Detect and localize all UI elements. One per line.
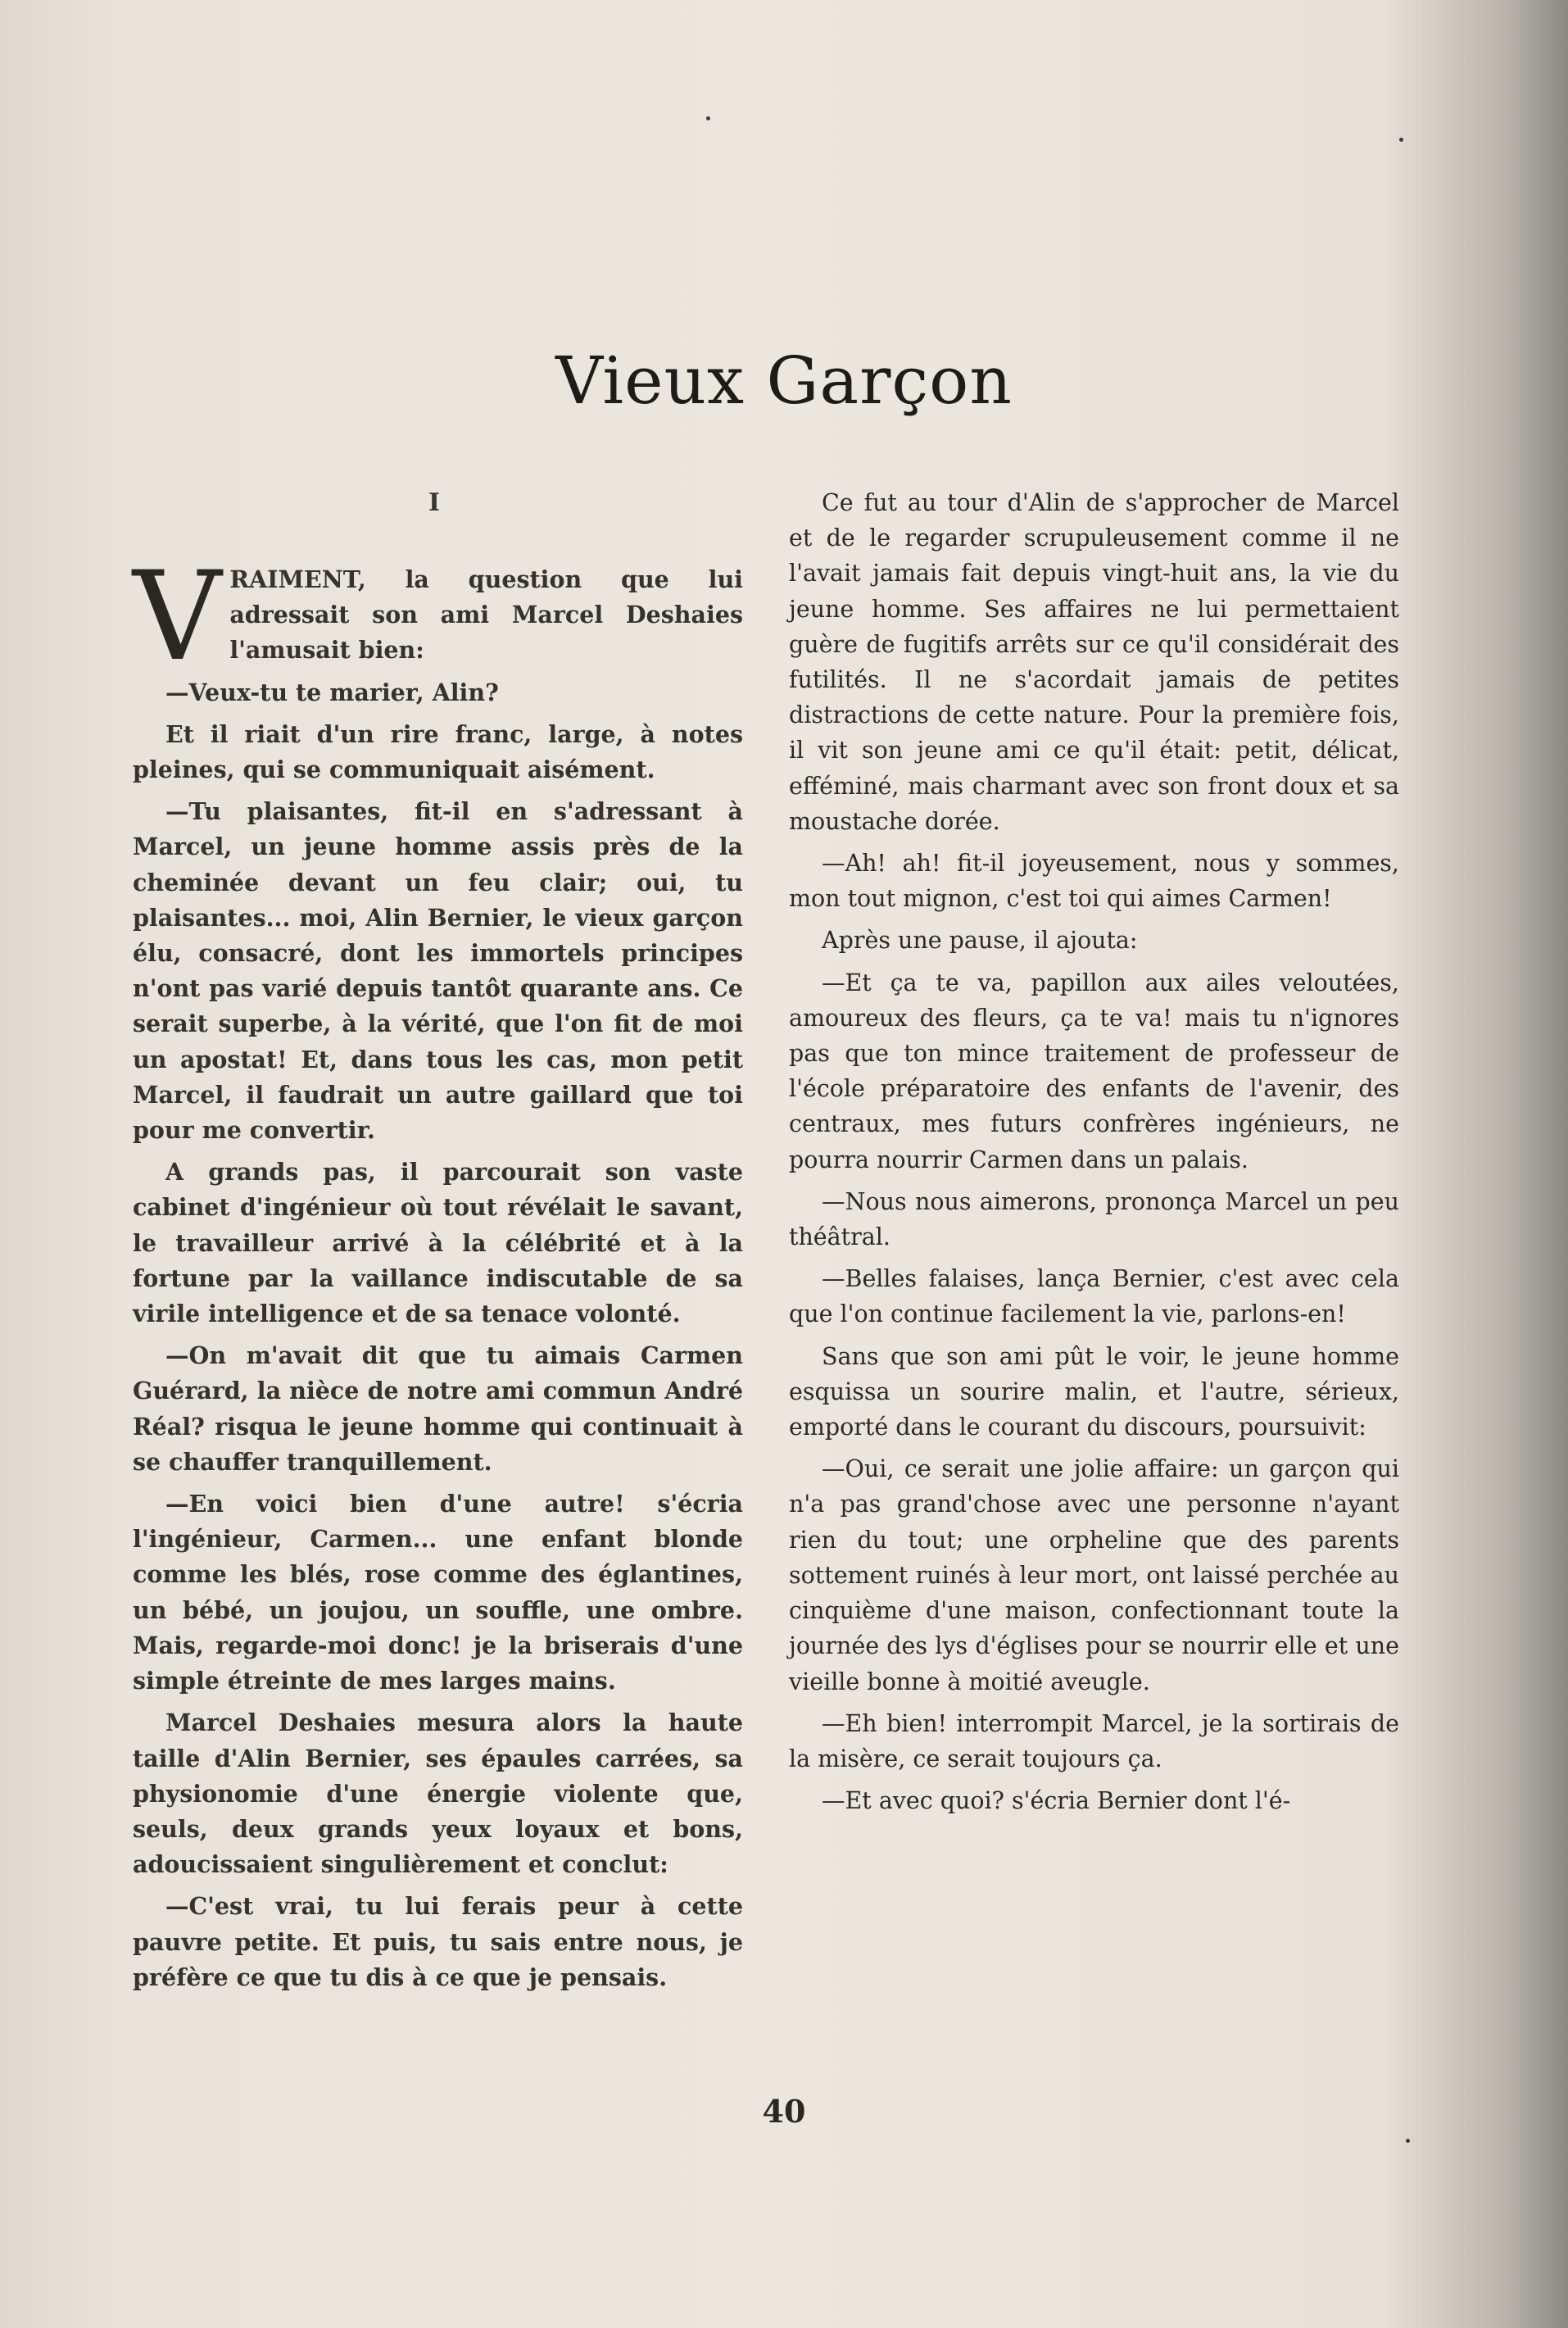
paragraph: —Veux-tu te marier, Alin? <box>165 678 499 706</box>
paragraph: —Eh bien! interrompit Marcel, je la sortirais de la misère, ce serait toujours ça. <box>789 1709 1399 1772</box>
paragraph: Et il riait d'un rire franc, large, à notes pleines, qui se communiquait aisément. <box>133 719 743 784</box>
right-column <box>789 485 1399 1825</box>
drop-cap: V <box>133 546 222 688</box>
paragraph: —Oui, ce serait une jolie affaire: un garçon qui n'a pas grand'chose avec une personne n'ayant rien du tout; une orpheline que des parents sottement ruinés à leur mort, ont laissé perchée au cinquième d'une maison, confectionnant toute la journée des lys d'églises pour se nourrir elle et une vieille bonne à moitié aveugle. <box>789 1455 1399 1695</box>
ink-speck <box>1406 2139 1410 2143</box>
paragraph: —En voici bien d'une autre! s'écria l'ingénieur, Carmen... une enfant blonde comme les blés, rose comme des églantines, un bébé, un joujou, un souffle, une ombre. Mais, regarde-moi donc! je la briserais d'une simple étreinte de mes larges mains. <box>133 1490 743 1695</box>
page-number: 40 <box>762 2093 806 2130</box>
article-title: Vieux Garçon <box>555 343 1013 419</box>
paragraph: —Ah! ah! fit-il joyeusement, nous y sommes, mon tout mignon, c'est toi qui aimes Carmen! <box>789 850 1399 913</box>
paragraph: Ce fut au tour d'Alin de s'approcher de Marcel et de le regarder scrupuleusement comme il ne l'avait jamais fait depuis vingt-huit ans, la vie du jeune homme. Ses affaires ne lui permettaient guère de fugitifs arrêts sur ce qu'il considérait des futilités. Il ne s'acordait jamais de petites distractions de cette nature. Pour la première fois, il vit son jeune ami ce qu'il était: petit, délicat, efféminé, mais charmant avec son front doux et sa moustache dorée. <box>789 489 1399 835</box>
paragraph: Après une pause, il ajouta: <box>822 927 1138 955</box>
paragraph-text: RAIMENT, la question que lui adressait son ami Marcel Deshaies l'amusait bien: <box>229 565 743 665</box>
paragraph: —Belles falaises, lança Bernier, c'est avec cela que l'on continue facilement la vie, parlons-en! <box>789 1265 1399 1328</box>
paragraph: A grands pas, il parcourait son vaste cabinet d'ingénieur où tout révélait le savant, le travailleur arrivé à la célébrité et à la fortune par la vaillance indiscutable de sa virile intelligence et de sa tenace volonté. <box>133 1158 743 1328</box>
left-column <box>133 546 743 2002</box>
paragraph: Marcel Deshaies mesura alors la haute taille d'Alin Bernier, ses épaules carrées, sa physionomie d'une énergie violente que, seuls, deux grands yeux loyaux et bons, adoucissaient singulièrement et conclut: <box>133 1709 743 1879</box>
paragraph: —Et avec quoi? s'écria Bernier dont l'é- <box>822 1787 1291 1815</box>
paragraph: —Tu plaisantes, fit-il en s'adressant à Marcel, un jeune homme assis près de la cheminée devant un feu clair; oui, tu plaisantes... moi, Alin Bernier, le vieux garçon élu, consacré, dont les immortels principes n'ont pas varié depuis tantôt quarante ans. Ce serait superbe, à la vérité, que l'on fit de moi un apostat! Et, dans tous les cas, mon petit Marcel, il faudrait un autre gaillard que toi pour me convertir. <box>133 797 743 1145</box>
paragraph: —On m'avait dit que tu aimais Carmen Guérard, la nièce de notre ami commun André Réal? risqua le jeune homme qui continuait à se chauffer tranquillement. <box>133 1341 743 1476</box>
ink-speck <box>1399 138 1403 142</box>
paragraph: Sans que son ami pût le voir, le jeune homme esquissa un sourire malin, et l'autre, sérieux, emporté dans le courant du discours, poursuivit: <box>789 1342 1399 1441</box>
paragraph: —Nous nous aimerons, prononça Marcel un peu théâtral. <box>789 1187 1399 1251</box>
ink-speck <box>706 116 710 120</box>
paragraph: —C'est vrai, tu lui ferais peur à cette pauvre petite. Et puis, tu sais entre nous, je préfère ce que tu dis à ce que je pensais. <box>133 1892 743 1991</box>
paragraph: —Et ça te va, papillon aux ailes veloutées, amoureux des fleurs, ça te va! mais tu n'ignores pas que ton mince traitement de professeur de l'école préparatoire des enfants de l'avenir, des centraux, mes futurs confrères ingénieurs, ne pourra nourrir Carmen dans un palais. <box>789 969 1399 1173</box>
section-number: I <box>428 488 441 517</box>
paragraph <box>133 546 743 688</box>
